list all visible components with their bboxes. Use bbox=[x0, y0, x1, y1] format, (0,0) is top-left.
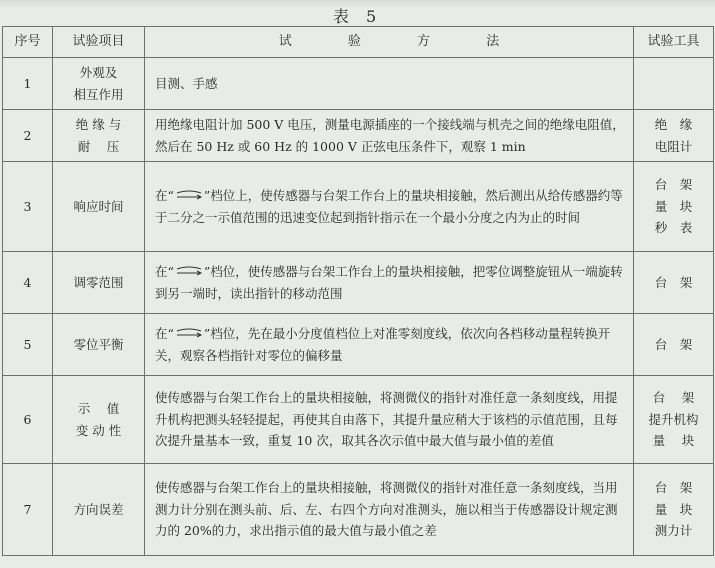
header-no: 序号 bbox=[3, 27, 53, 58]
range-switch-symbol bbox=[174, 189, 204, 201]
header-tool: 试验工具 bbox=[634, 27, 714, 58]
test-method bbox=[145, 162, 634, 252]
test-tool-line: 量 块 bbox=[654, 198, 693, 214]
table-row bbox=[3, 314, 714, 376]
test-method: 用绝缘电阻计加 500 V 电压，测量电源插座的一个接线端与机壳之间的绝缘电阻值，然后在 50 Hz 或 60 Hz 的 1000 V 正弦电压条件下，观察 1 min bbox=[145, 110, 634, 162]
table-caption: 表 5 bbox=[332, 7, 383, 26]
test-tool-line: 提升机构 bbox=[648, 411, 699, 427]
test-tool-line: 台 架 bbox=[654, 479, 693, 495]
test-item-line: 耐 压 bbox=[77, 138, 120, 154]
range-switch-symbol bbox=[174, 265, 204, 277]
test-tool-line: 量 块 bbox=[652, 433, 695, 449]
test-method bbox=[145, 252, 634, 314]
test-tool-line: 台 架 bbox=[654, 274, 693, 290]
header-method: 试 验 方 法 bbox=[145, 27, 634, 58]
table-row bbox=[3, 464, 714, 556]
test-tool bbox=[634, 252, 714, 314]
test-tool bbox=[634, 162, 714, 252]
test-tool bbox=[634, 58, 714, 110]
method-text-pre: 在“ bbox=[155, 187, 174, 203]
test-tool-line: 绝 缘 bbox=[654, 116, 693, 132]
method-text-pre: 在“ bbox=[155, 263, 174, 279]
test-method: 使传感器与台架工作台上的量块相接触，将测微仪的指针对准任意一条刻度线，用提升机构把测头轻轻提起，再使其自由落下，其提升量应稍大于该档的示值范围，且每次提升量基本一致，重复 10 次，取其各次示值中最大值与最小值的差值 bbox=[145, 376, 634, 464]
test-item bbox=[53, 314, 145, 376]
method-text-post: ”档位，先在最小分度值档位上对准零刻度线，依次向各档移动量程转换开关，观察各档指针对零位的偏移量 bbox=[155, 325, 611, 363]
test-item-line: 绝 缘 与 bbox=[75, 116, 122, 132]
test-item-line: 零位平衡 bbox=[73, 336, 124, 352]
test-tool bbox=[634, 314, 714, 376]
test-tool bbox=[634, 110, 714, 162]
test-item-line: 相互作用 bbox=[73, 86, 124, 102]
test-item-line: 示 值 bbox=[77, 400, 120, 416]
row-number: 3 bbox=[3, 162, 53, 252]
row-number: 5 bbox=[3, 314, 53, 376]
test-item bbox=[53, 162, 145, 252]
table-row bbox=[3, 58, 714, 110]
test-tool-line: 测力计 bbox=[654, 523, 693, 539]
test-item bbox=[53, 464, 145, 556]
test-tool-line: 台 架 bbox=[654, 176, 693, 192]
row-number: 2 bbox=[3, 110, 53, 162]
test-item bbox=[53, 110, 145, 162]
test-item bbox=[53, 252, 145, 314]
row-number: 7 bbox=[3, 464, 53, 556]
test-item-line: 外观及 bbox=[79, 64, 118, 80]
test-tool bbox=[634, 464, 714, 556]
test-tool-line: 电阻计 bbox=[654, 138, 693, 154]
test-tool-line: 台 架 bbox=[652, 389, 695, 405]
test-item-line: 方向误差 bbox=[73, 501, 124, 517]
table-row bbox=[3, 162, 714, 252]
test-item-line: 变 动 性 bbox=[75, 422, 122, 438]
row-number: 6 bbox=[3, 376, 53, 464]
test-method bbox=[145, 314, 634, 376]
range-switch-symbol bbox=[174, 327, 204, 339]
method-text-post: ”档位上，使传感器与台架工作台上的量块相接触，然后测出从给传感器约等于二分之一示值范围的迅速变位起到指针指示在一个最小分度之内为止的时间 bbox=[155, 187, 623, 225]
test-item bbox=[53, 58, 145, 110]
row-number: 4 bbox=[3, 252, 53, 314]
test-methods-table bbox=[2, 26, 714, 556]
test-item bbox=[53, 376, 145, 464]
test-tool-line: 秒 表 bbox=[654, 220, 693, 236]
method-text-pre: 在“ bbox=[155, 325, 174, 341]
method-text-post: ”档位，使传感器与台架工作台上的量块相接触，把零位调整旋钮从一端旋转到另一端时，读出指针的移动范围 bbox=[155, 263, 623, 301]
header-row bbox=[3, 27, 714, 58]
test-item-line: 响应时间 bbox=[73, 198, 124, 214]
table-row bbox=[3, 376, 714, 464]
row-number: 1 bbox=[3, 58, 53, 110]
table-row bbox=[3, 252, 714, 314]
test-item-line: 调零范围 bbox=[73, 274, 124, 290]
test-tool-line: 量 块 bbox=[654, 501, 693, 517]
table-row bbox=[3, 110, 714, 162]
test-tool bbox=[634, 376, 714, 464]
test-tool-line: 台 架 bbox=[654, 336, 693, 352]
test-method: 使传感器与台架工作台上的量块相接触，将测微仪的指针对准任意一条刻度线，当用测力计分别在测头前、后、左、右四个方向对准测头，施以相当于传感器设计规定测力的 20%的力，求出指示值的最大值与最小值之差 bbox=[145, 464, 634, 556]
test-method: 目测、手感 bbox=[145, 58, 634, 110]
header-item: 试验项目 bbox=[53, 27, 145, 58]
